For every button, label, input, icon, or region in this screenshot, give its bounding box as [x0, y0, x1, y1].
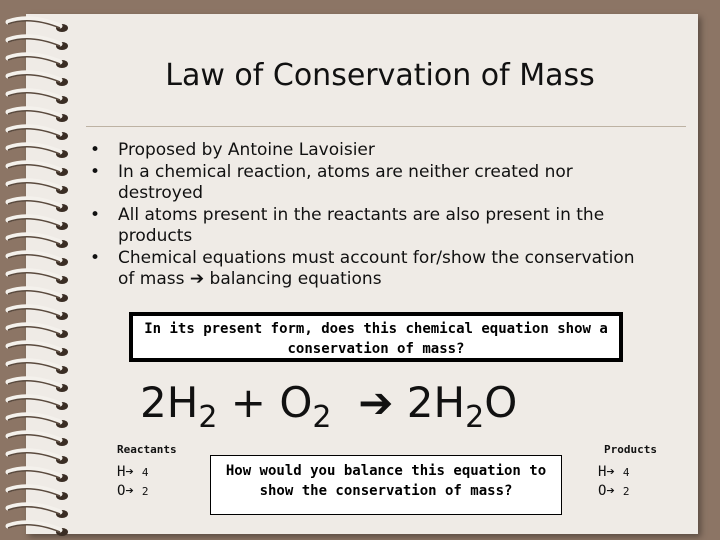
products-label: Products: [604, 443, 657, 456]
bullet-item: • In a chemical reaction, atoms are neither created nor destroyed: [88, 162, 648, 204]
o-atom-count: 2: [141, 485, 149, 498]
product-counts: [598, 463, 629, 501]
spiral-binding: [0, 0, 80, 540]
bullet-item: • Proposed by Antoine Lavoisier: [88, 140, 648, 161]
bullet-list: [88, 140, 648, 291]
coefficient: 2: [140, 378, 167, 427]
reaction-arrow-icon: ➔: [358, 378, 394, 427]
h-atom-label: H➔: [117, 464, 134, 480]
balance-question-box: How would you balance this equation to show the conservation of mass?: [210, 455, 562, 515]
bullet-item: • Chemical equations must account for/show the conservation of mass ➔ balancing equations: [88, 248, 648, 290]
chemical-equation: [140, 378, 610, 435]
reactants-label: Reactants: [117, 443, 177, 456]
h-atom-label: H➔: [598, 464, 615, 480]
element: H: [166, 378, 199, 427]
subscript: 2: [198, 400, 218, 435]
slide-title: Law of Conservation of Mass: [165, 58, 595, 93]
subscript: 2: [465, 400, 485, 435]
element: H: [433, 378, 466, 427]
o-atom-label: O➔: [117, 483, 134, 499]
bullet-item: • All atoms present in the reactants are also present in the products: [88, 205, 648, 247]
element: O: [484, 378, 518, 427]
h-atom-count: 4: [622, 466, 630, 479]
h-atom-count: 4: [141, 466, 149, 479]
o-atom-label: O➔: [598, 483, 615, 499]
question-box: In its present form, does this chemical equation show a conservation of mass?: [129, 312, 623, 362]
title-divider: [86, 126, 686, 127]
subscript: 2: [312, 400, 332, 435]
plus-sign: +: [230, 378, 266, 427]
reactant-counts: [117, 463, 148, 501]
element: O: [279, 378, 313, 427]
o-atom-count: 2: [622, 485, 630, 498]
coefficient: 2: [406, 378, 434, 427]
